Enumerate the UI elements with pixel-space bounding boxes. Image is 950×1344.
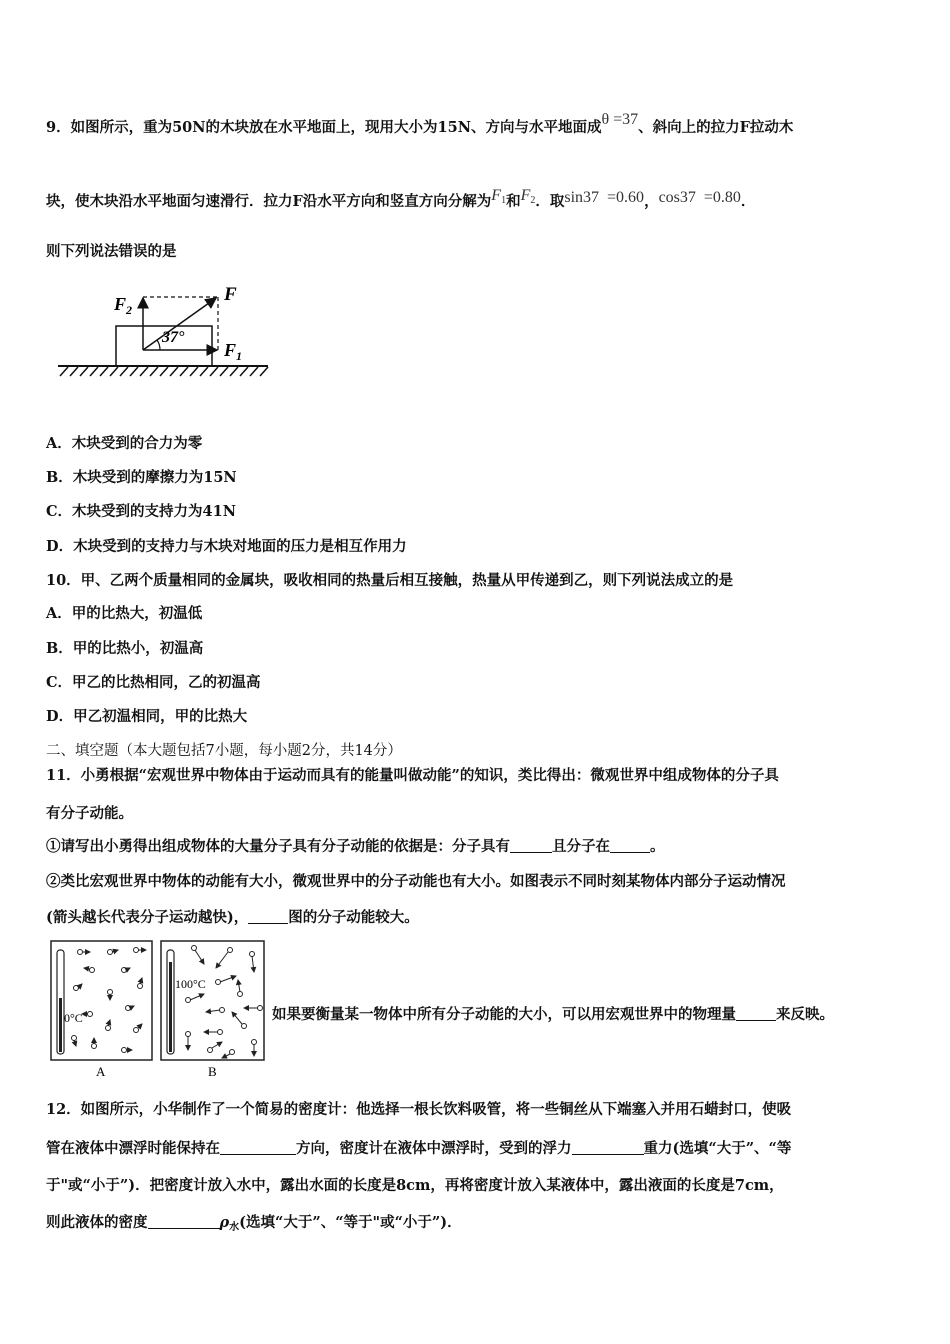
label-a: A: [96, 1064, 106, 1078]
q11-line-5: [46, 906, 419, 927]
molecules-a: [72, 948, 147, 1053]
q10-option-c: C．甲乙的比热相同，乙的初温高: [46, 674, 261, 691]
q12-line-1: 12．如图所示，小华制作了一个简易的密度计：他选择一根长饮料吸管，将一些铜丝从下端塞入并用石蜡封口，使吸: [46, 1101, 792, 1118]
box-b: [161, 941, 264, 1060]
label-b: B: [208, 1064, 217, 1078]
blank-3: [248, 909, 288, 924]
q11-line-4: ②类比宏观世界中物体的动能有大小，微观世界中的分子动能也有大小。如图表示不同时刻某物体内部分子运动情况: [46, 873, 786, 890]
q11-line-1: 11．小勇根据“宏观世界中物体由于运动而具有的能量叫做动能”的知识，类比得出：微观世界中组成物体的分子具: [46, 767, 779, 784]
q10-option-d: D．甲乙初温相同，甲的比热大: [46, 708, 248, 725]
f2-symbol: $F_2$: [520, 187, 536, 206]
q12-line-3: 于"或“小于”)．把密度计放入水中，露出水面的长度是8cm，再将密度计放入某液体中，露出液面的长度是7cm，: [46, 1177, 784, 1194]
blank-7: [148, 1214, 220, 1229]
q11-text: 。: [650, 838, 665, 855]
q12-line-2: [46, 1137, 791, 1158]
q9-option-a: A．木块受到的合力为零: [46, 435, 203, 452]
angle-arc: [157, 340, 160, 350]
q11-line-3: [46, 835, 665, 856]
q9-text: ，: [644, 193, 659, 210]
theta-expression: θ =37: [601, 111, 639, 128]
section-title: 二、填空题（本大题包括7小题，每小题2分，共14分）: [46, 743, 402, 759]
force-diagram: [50, 280, 280, 380]
box-a: [51, 941, 152, 1060]
molecules-b: [186, 946, 263, 1059]
blank-1: [510, 838, 552, 853]
q9-text: 9．如图所示，重为50N的木块放在水平地面上，现用大小为15N、方向与水平地面成: [46, 119, 602, 136]
q11-text: 如果要衡量某一物体中所有分子动能的大小，可以用宏观世界中的物理量: [272, 1006, 736, 1023]
q11-text: 且分子在: [552, 838, 610, 855]
q12-text: 重力(选填“大于”、“等: [643, 1140, 792, 1157]
q9-text: 和: [506, 193, 521, 210]
q11-text: ①请写出小勇得出组成物体的大量分子具有分子动能的依据是：分子具有: [46, 838, 510, 855]
cos-expression: cos37 =0.80: [658, 189, 741, 206]
q11-text: 来反映。: [776, 1006, 834, 1023]
q9-text: 块，使木块沿水平地面匀速滑行．拉力F沿水平方向和竖直方向分解为: [46, 193, 492, 210]
rho-symbol: ρ: [219, 1214, 230, 1231]
q9-line-3: 则下列说法错误的是: [46, 243, 177, 260]
blank-5: [220, 1140, 296, 1155]
q12-text: 管在液体中漂浮时能保持在: [46, 1140, 220, 1157]
q12-text: 则此液体的密度: [46, 1214, 148, 1231]
q10-option-b: B．甲的比热小，初温高: [46, 640, 204, 657]
temp-a: 0°C: [64, 1011, 83, 1025]
f1-symbol: $F_1$: [491, 187, 507, 206]
ground-hatch: [60, 367, 268, 376]
q12-line-4: [46, 1211, 462, 1233]
q12-text: 方向，密度计在液体中漂浮时，受到的浮力: [296, 1140, 572, 1157]
q11-text: (箭头越长代表分子运动越快)，: [46, 909, 249, 926]
q9-option-d: D．木块受到的支持力与木块对地面的压力是相互作用力: [46, 538, 407, 555]
q10-option-a: A．甲的比热大，初温低: [46, 605, 203, 622]
q9-line-1: [46, 111, 794, 137]
q11-line-2: 有分子动能。: [46, 805, 133, 822]
rho-subscript: 水: [229, 1222, 240, 1233]
sin-expression: sin37 =0.60: [564, 189, 645, 206]
temp-b: 100°C: [175, 977, 206, 991]
q9-text: ．: [740, 193, 756, 210]
q9-option-b: B．木块受到的摩擦力为15N: [46, 469, 237, 486]
q10-stem: 10．甲、乙两个质量相同的金属块，吸收相同的热量后相互接触，热量从甲传递到乙，则下列说法成立的是: [46, 572, 734, 589]
q11-text: 图的分子动能较大。: [288, 909, 419, 926]
blank-2: [610, 838, 650, 853]
q12-text: (选填“大于”、“等于"或“小于”)．: [239, 1214, 462, 1231]
label-f1: $F_1$: [224, 340, 243, 363]
q9-line-2: [46, 187, 756, 212]
q11-line-6: [272, 1003, 834, 1024]
label-angle: 37°: [162, 329, 185, 346]
label-f: F: [224, 284, 237, 305]
molecule-figure: [48, 938, 270, 1078]
q9-text: ．取: [535, 193, 565, 210]
blank-4: [736, 1006, 776, 1021]
blank-6: [572, 1140, 644, 1155]
q9-text: 、斜向上的拉力F拉动木: [638, 119, 794, 136]
q9-option-c: C．木块受到的支持力为41N: [46, 503, 236, 520]
label-f2: $F_2$: [114, 294, 133, 317]
